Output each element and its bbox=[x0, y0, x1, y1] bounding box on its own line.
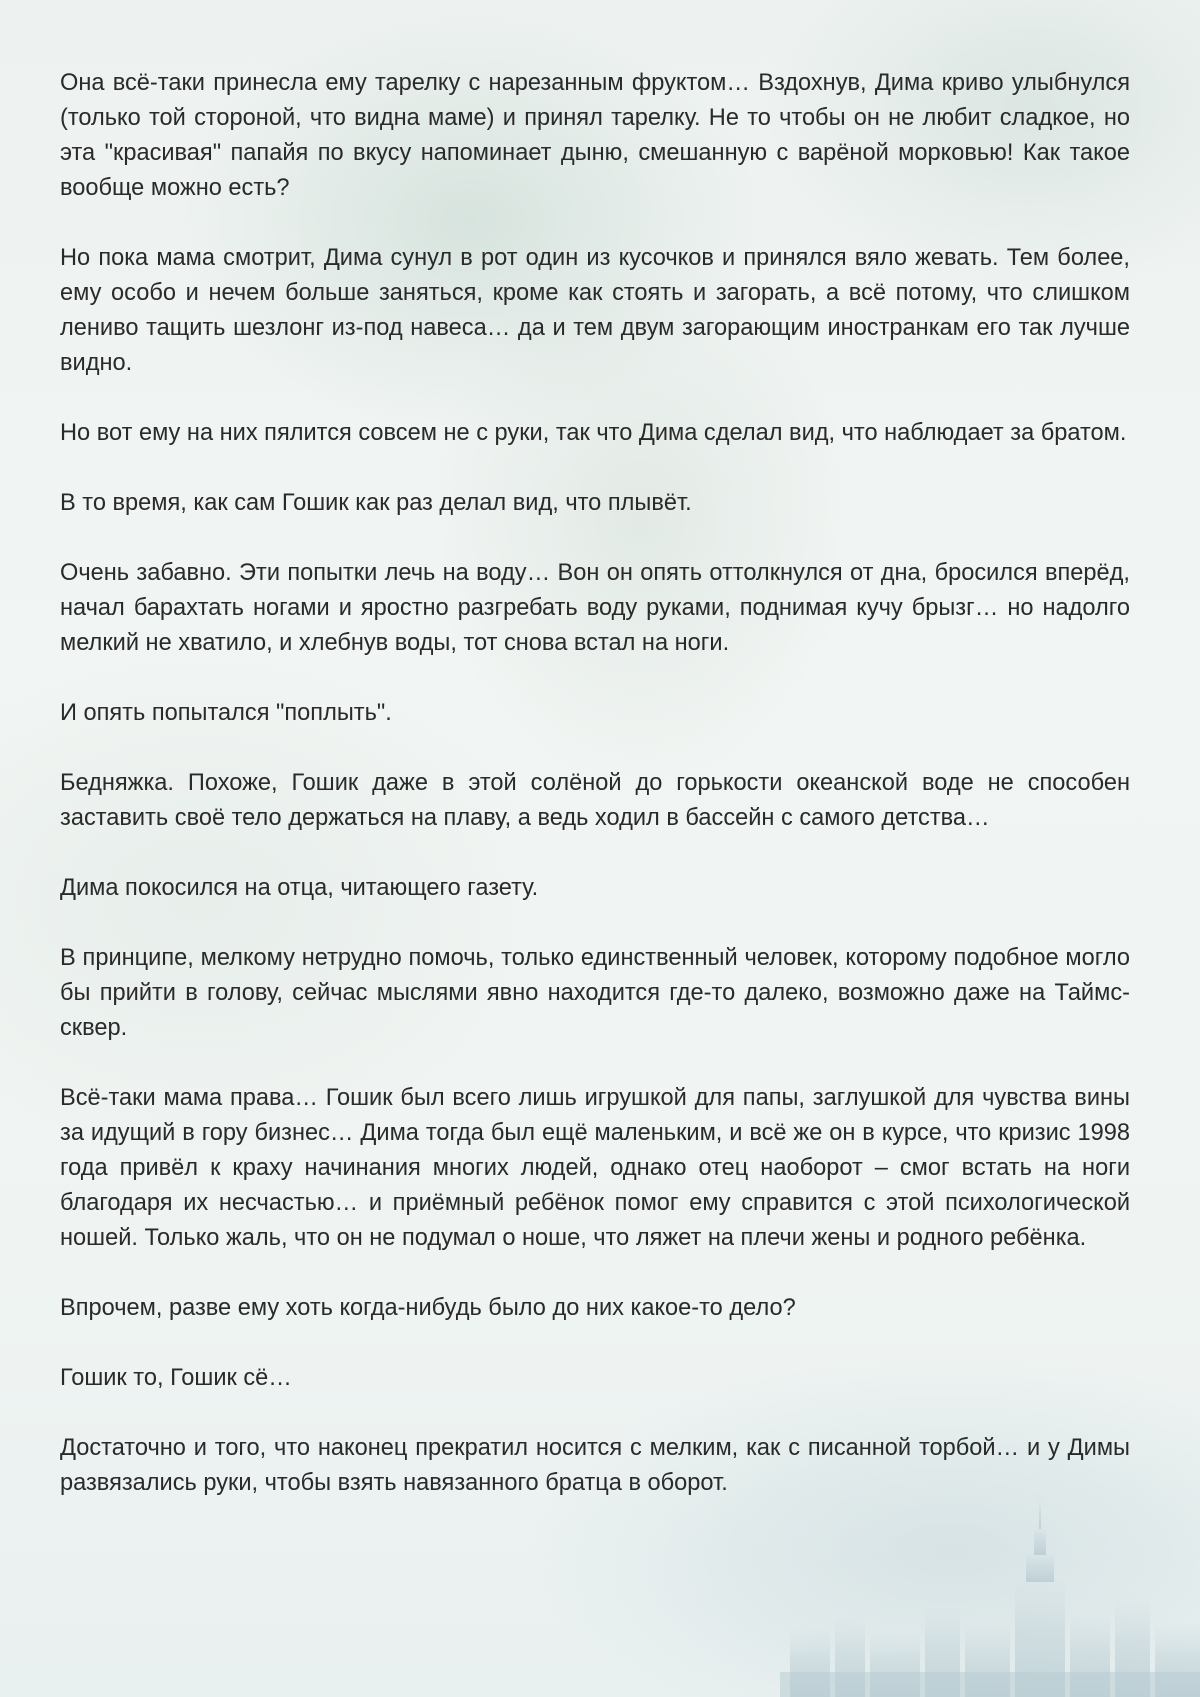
paragraph: Она всё-таки принесла ему тарелку с нарезанным фруктом… Вздохнув, Дима криво улыбнулся (только той стороной, что видна маме) и принял тарелку. Не то чтобы он не любит сладкое, но эта "красивая" папайя по вкусу напоминает дыню, смешанную с варёной морковью! Как такое вообще можно есть? bbox=[60, 70, 1130, 201]
paragraph: Бедняжка. Похоже, Гошик даже в этой солёной до горькости океанской воде не способен заставить своё тело держаться на плаву, а ведь ходил в бассейн с самого детства… bbox=[60, 770, 1130, 831]
paragraph: Дима покосился на отца, читающего газету. bbox=[60, 875, 539, 901]
paragraph: В то время, как сам Гошик как раз делал вид, что плывёт. bbox=[60, 490, 692, 516]
paragraph: В принципе, мелкому нетрудно помочь, только единственный человек, которому подобное могло бы прийти в голову, сейчас мыслями явно находится где-то далеко, возможно даже на Таймс-сквер. bbox=[60, 945, 1130, 1041]
paragraph: Гошик то, Гошик сё… bbox=[60, 1365, 292, 1391]
paragraph: Впрочем, разве ему хоть когда-нибудь было до них какое-то дело? bbox=[60, 1295, 796, 1321]
paragraph: Всё-таки мама права… Гошик был всего лишь игрушкой для папы, заглушкой для чувства вины за идущий в гору бизнес… Дима тогда был ещё маленьким, и всё же он в курсе, что кризис 1998 года привёл к краху начинания многих людей, однако отец наоборот – смог встать на ноги благодаря их несчастью… и приёмный ребёнок помог ему справится с этой психологической ношей. Только жаль, что он не подумал о ноше, что ляжет на плечи жены и родного ребёнка. bbox=[60, 1085, 1130, 1251]
document-body bbox=[60, 66, 1130, 1501]
paragraph: Но пока мама смотрит, Дима сунул в рот один из кусочков и принялся вяло жевать. Тем более, ему особо и нечем больше заняться, кроме как стоять и загорать, а всё потому, что слишком лениво тащить шезлонг из-под навеса… да и тем двум загорающим иностранкам его так лучше видно. bbox=[60, 245, 1130, 376]
paragraph: Достаточно и того, что наконец прекратил носится с мелким, как с писанной торбой… и у Димы развязались руки, чтобы взять навязанного братца в оборот. bbox=[60, 1435, 1130, 1496]
paragraph: И опять попытался "поплыть". bbox=[60, 700, 392, 726]
paragraph: Но вот ему на них пялится совсем не с руки, так что Дима сделал вид, что наблюдает за братом. bbox=[60, 420, 1127, 446]
paragraph: Очень забавно. Эти попытки лечь на воду… Вон он опять оттолкнулся от дна, бросился вперёд, начал барахтать ногами и яростно разгребать воду руками, поднимая кучу брызг… но надолго мелкий не хватило, и хлебнув воды, тот снова встал на ноги. bbox=[60, 560, 1130, 656]
